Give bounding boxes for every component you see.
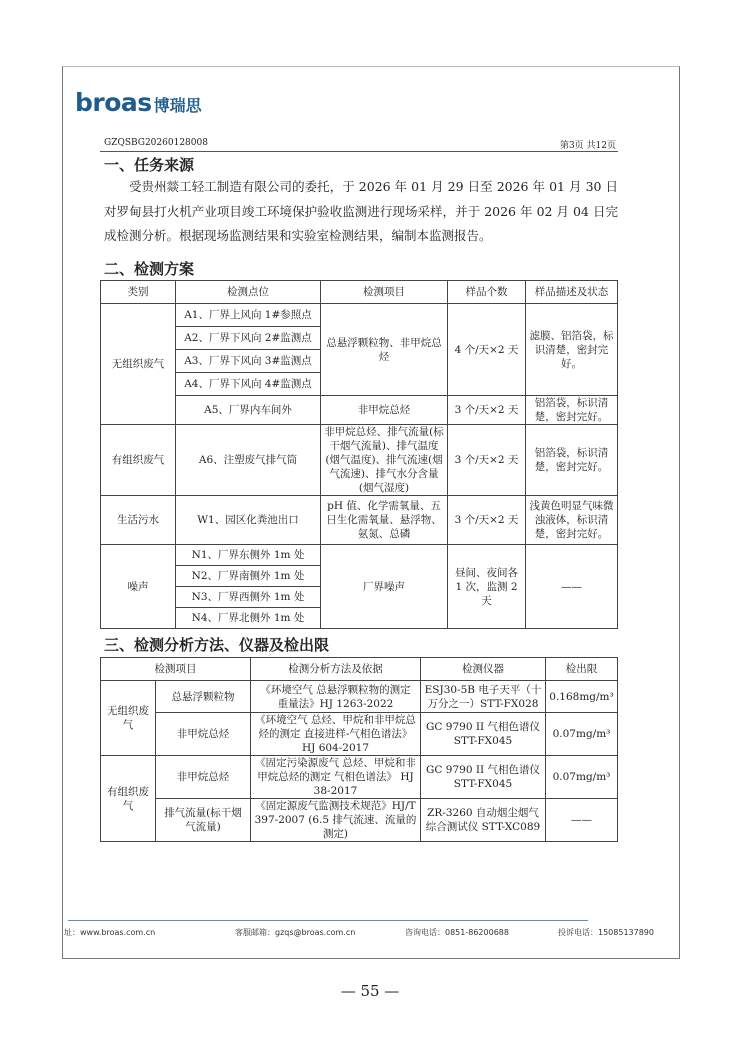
point: W1、园区化粪池出口 <box>176 496 321 545</box>
method: 《固定污染源废气 总烃、甲烷和非甲烷总烃的测定 气相色谱法》 HJ 38-2017 <box>251 756 421 799</box>
item: 非甲烷总烃 <box>156 713 251 756</box>
point: N2、厂界南侧外 1m 处 <box>176 566 321 587</box>
method: 《环境空气 总烃、甲烷和非甲烷总烃的测定 直接进样-气相色谱法》HJ 604-2017 <box>251 713 421 756</box>
category: 无组织废气 <box>101 681 156 756</box>
header-divider <box>100 151 618 152</box>
point: A1、厂界上风向 1#参照点 <box>176 304 321 327</box>
item: 总悬浮颗粒物 <box>156 681 251 713</box>
desc: 滤膜、铝箔袋，标识清楚，密封完好。 <box>526 304 618 396</box>
instrument: GC 9790 II 气相色谱仪 STT-FX045 <box>421 756 546 799</box>
section3-title: 三、检测分析方法、仪器及检出限 <box>104 636 330 654</box>
instrument: ESJ30-5B 电子天平（十万分之一）STT-FX028 <box>421 681 546 713</box>
point: A5、厂界内车间外 <box>176 396 321 425</box>
th: 类别 <box>101 281 176 304</box>
limit: —— <box>546 799 618 842</box>
th: 检测点位 <box>176 281 321 304</box>
section2-title: 二、检测方案 <box>104 260 195 278</box>
page-info: 第3页 共12页 <box>559 141 616 151</box>
logo-text: broas <box>75 88 152 117</box>
footer-email: 客服邮箱：gzqs@broas.com.cn <box>235 928 356 937</box>
method: 《环境空气 总悬浮颗粒物的测定 重量法》HJ 1263-2022 <box>251 681 421 713</box>
logo-cn: 博瑞思 <box>153 96 202 115</box>
methods-table <box>100 657 618 842</box>
count: 昼间、夜间各 1 次，监测 2 天 <box>448 545 526 629</box>
point: A3、厂界下风向 3#监测点 <box>176 350 321 373</box>
method: 《固定源废气监测技术规范》HJ/T 397-2007 (6.5 排气流速、流量的测定) <box>251 799 421 842</box>
page-number: — 55 — <box>340 982 400 1000</box>
point: A2、厂界下风向 2#监测点 <box>176 327 321 350</box>
item: pH 值、化学需氧量、五日生化需氧量、悬浮物、氨氮、总磷 <box>321 496 448 545</box>
item: 非甲烷总烃、排气流量(标干烟气流量)、排气温度(烟气温度)、排气流速(烟气流速)、排气水分含量(烟气湿度) <box>321 425 448 496</box>
section1-title: 一、任务来源 <box>104 156 195 174</box>
point: N4、厂界北侧外 1m 处 <box>176 608 321 629</box>
item: 排气流量(标干烟气流量) <box>156 799 251 842</box>
report-number: GZQSBG20260128008 <box>104 138 208 148</box>
footer-complaint-phone: 投诉电话：15085137890 <box>558 928 654 937</box>
company-logo <box>75 88 202 117</box>
item: 总悬浮颗粒物、非甲烷总烃 <box>321 304 448 396</box>
th: 检出限 <box>546 658 618 681</box>
th: 检测仪器 <box>421 658 546 681</box>
th: 检测分析方法及依据 <box>251 658 421 681</box>
category: 有组织废气 <box>101 425 176 496</box>
footer-consult-phone: 咨询电话：0851-86200688 <box>405 928 509 937</box>
category: 生活污水 <box>101 496 176 545</box>
desc: 铝箔袋，标识清楚，密封完好。 <box>526 425 618 496</box>
point: A6、注塑废气排气筒 <box>176 425 321 496</box>
limit: 0.07mg/m³ <box>546 756 618 799</box>
desc: 铝箔袋，标识清楚，密封完好。 <box>526 396 618 425</box>
instrument: GC 9790 II 气相色谱仪 STT-FX045 <box>421 713 546 756</box>
point: N1、厂界东侧外 1m 处 <box>176 545 321 566</box>
item: 厂界噪声 <box>321 545 448 629</box>
th: 检测项目 <box>321 281 448 304</box>
count: 3 个/天×2 天 <box>448 496 526 545</box>
footer-divider <box>68 920 588 921</box>
count: 3 个/天×2 天 <box>448 425 526 496</box>
instrument: ZR-3260 自动烟尘烟气综合测试仪 STT-XC089 <box>421 799 546 842</box>
th: 样品个数 <box>448 281 526 304</box>
item: 非甲烷总烃 <box>156 756 251 799</box>
sampling-plan-table <box>100 280 618 629</box>
category: 无组织废气 <box>101 304 176 425</box>
category: 有组织废气 <box>101 756 156 842</box>
limit: 0.07mg/m³ <box>546 713 618 756</box>
point: N3、厂界西侧外 1m 处 <box>176 587 321 608</box>
footer-website: 址：www.broas.com.cn <box>64 928 156 937</box>
th: 样品描述及状态 <box>526 281 618 304</box>
desc: 浅黄色明显气味微浊液体，标识清楚，密封完好。 <box>526 496 618 545</box>
item: 非甲烷总烃 <box>321 396 448 425</box>
section1-body: 受贵州燚工轻工制造有限公司的委托，于 2026 年 01 月 29 日至 2026 年 01 月 30 日对罗甸县打火机产业项目竣工环境保护验收监测进行现场采样，并于 2026 年 02 月 04 日完成检测分析。根据现场监测结果和实验室检测结果，编制本监测报告。 <box>104 179 618 243</box>
count: 4 个/天×2 天 <box>448 304 526 396</box>
point: A4、厂界下风向 4#监测点 <box>176 373 321 396</box>
th: 检测项目 <box>101 658 251 681</box>
limit: 0.168mg/m³ <box>546 681 618 713</box>
count: 3 个/天×2 天 <box>448 396 526 425</box>
category: 噪声 <box>101 545 176 629</box>
desc: —— <box>526 545 618 629</box>
